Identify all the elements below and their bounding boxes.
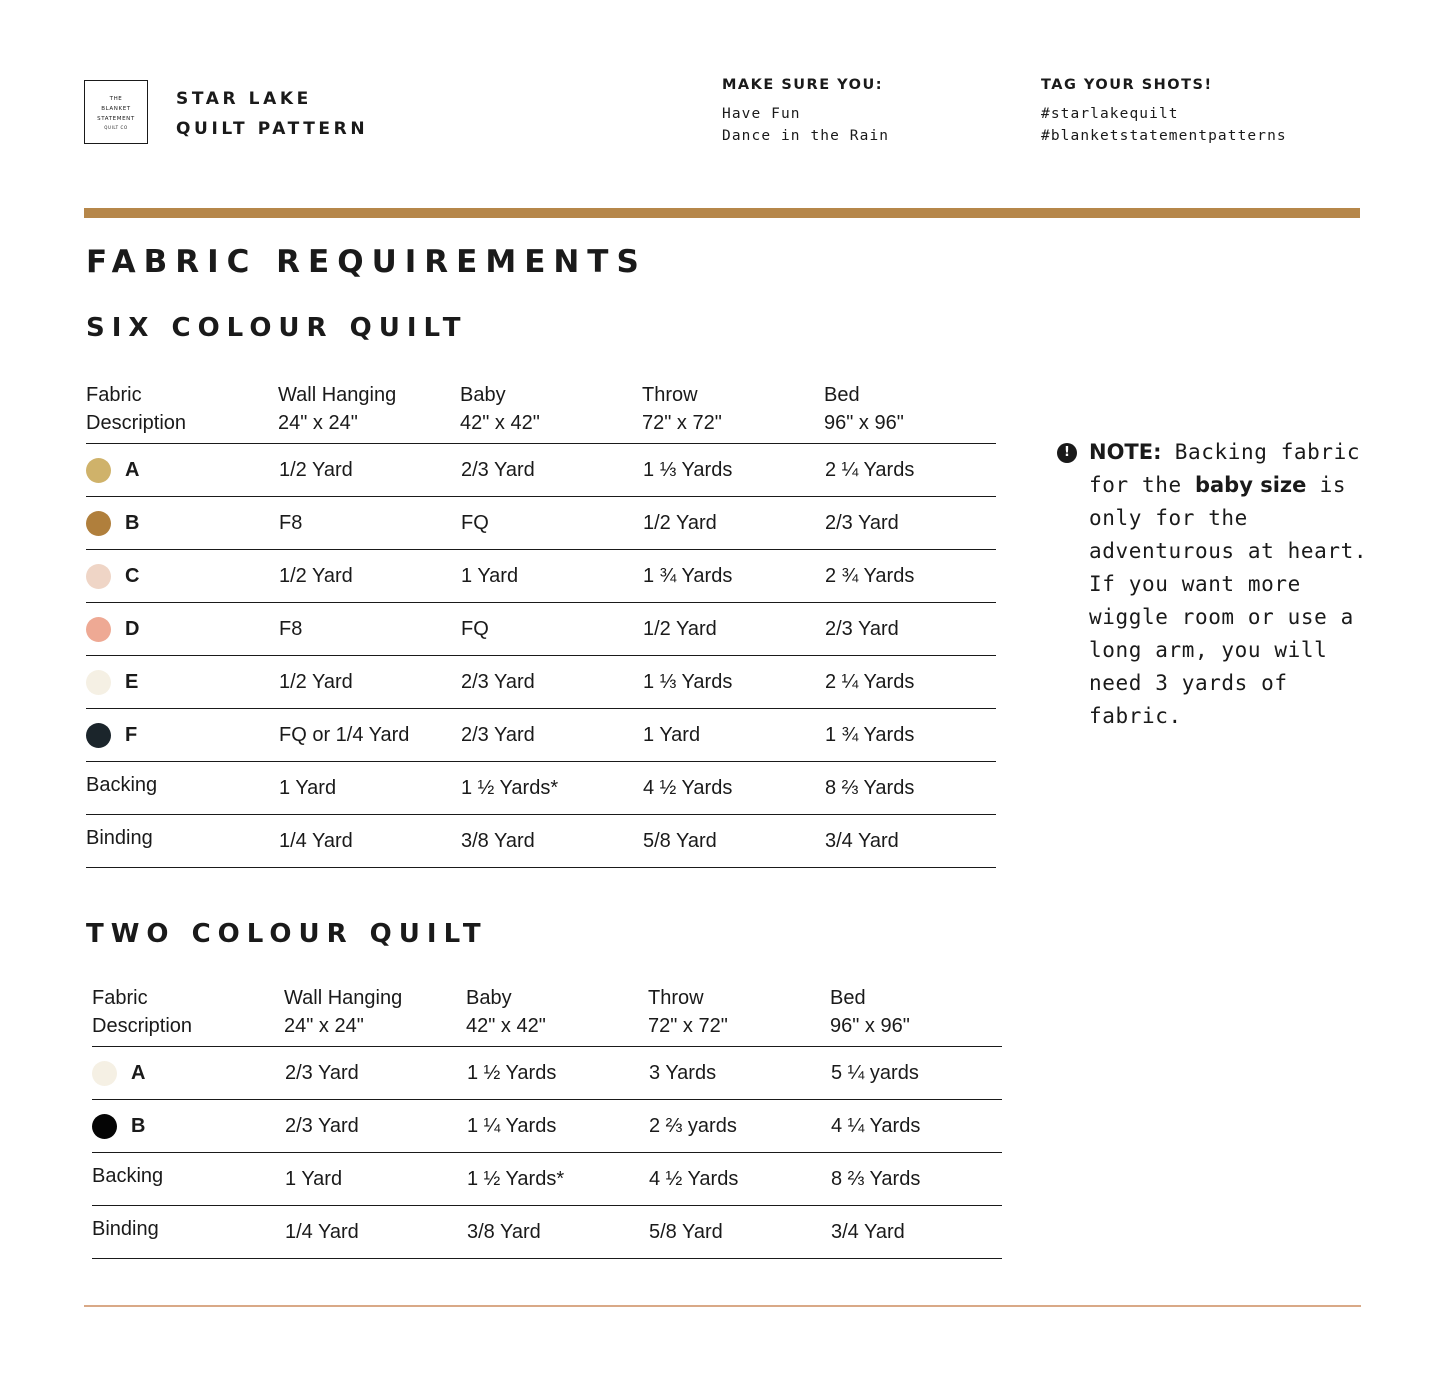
fabric-label: C (125, 565, 140, 587)
cell-throw: 1 ⅓ Yards (643, 459, 733, 481)
cell-wall: 1 Yard (285, 1168, 343, 1190)
fabric-label: A (131, 1062, 146, 1084)
col-fabric-description: Fabric Description (92, 987, 193, 1037)
six-colour-table (86, 381, 996, 868)
note-text-part1: Backing fabric for the (1089, 440, 1361, 497)
pattern-title-line2: QUILT PATTERN (176, 119, 369, 139)
table-row (86, 497, 996, 550)
table-header (86, 381, 996, 444)
col-bed: Bed 96" x 96" (830, 987, 910, 1037)
make-sure-line2: Dance in the Rain (722, 128, 890, 144)
cell-bed: 5 ¼ yards (831, 1062, 919, 1084)
col-fabric-description: Fabric Description (86, 384, 187, 434)
cell-bed: 8 ⅔ Yards (831, 1168, 921, 1190)
cell-baby: 1 ¼ Yards (467, 1115, 557, 1137)
make-sure-line1: Have Fun (722, 106, 801, 122)
cell-throw: 4 ½ Yards (643, 777, 733, 799)
cell-bed: 4 ¼ Yards (831, 1115, 921, 1137)
logo (84, 80, 148, 144)
logo-line: THE (109, 95, 123, 102)
cell-wall: 2/3 Yard (285, 1062, 359, 1084)
cell-bed: 1 ¾ Yards (825, 724, 915, 746)
swatch-e (86, 670, 111, 695)
table-row (86, 656, 996, 709)
cell-baby: 2/3 Yard (461, 724, 535, 746)
fabric-label: B (125, 512, 140, 534)
header-divider (84, 208, 1360, 218)
cell-baby: 3/8 Yard (461, 830, 535, 852)
table-row-backing (86, 762, 996, 815)
cell-bed: 2 ¼ Yards (825, 671, 915, 693)
col-wall-hanging: Wall Hanging 24" x 24" (278, 384, 397, 434)
logo-line: BLANKET (101, 105, 131, 112)
cell-baby: 2/3 Yard (461, 671, 535, 693)
cell-wall: F8 (279, 618, 303, 640)
fabric-label: A (125, 459, 140, 481)
swatch-c (86, 564, 111, 589)
cell-baby: 1 ½ Yards* (467, 1168, 565, 1190)
col-throw: Throw 72" x 72" (642, 384, 722, 434)
cell-throw: 1 ¾ Yards (643, 565, 733, 587)
fabric-label: E (125, 671, 139, 693)
table-header (92, 984, 1002, 1047)
col-bed: Bed 96" x 96" (824, 384, 904, 434)
cell-bed: 3/4 Yard (831, 1221, 905, 1243)
col-throw: Throw 72" x 72" (648, 987, 728, 1037)
two-colour-table (92, 984, 1002, 1259)
cell-wall: 1/2 Yard (279, 671, 353, 693)
hashtag-blanketstatementpatterns: #blanketstatementpatterns (1041, 128, 1287, 144)
swatch-f (86, 723, 111, 748)
table-row (92, 1047, 1002, 1100)
page-title: FABRIC REQUIREMENTS (86, 244, 647, 280)
table-row-backing (92, 1153, 1002, 1206)
table-row (92, 1100, 1002, 1153)
table-row (86, 603, 996, 656)
table-row (86, 550, 996, 603)
cell-baby: FQ (461, 618, 489, 640)
two-colour-title: TWO COLOUR QUILT (86, 919, 488, 949)
fabric-label: F (125, 724, 138, 746)
pattern-title-line1: STAR LAKE (176, 89, 312, 109)
note-bold: baby size (1194, 473, 1307, 497)
cell-throw: 4 ½ Yards (649, 1168, 739, 1190)
cell-bed: 2 ¼ Yards (825, 459, 915, 481)
cell-throw: 1 Yard (643, 724, 701, 746)
cell-wall: 1/2 Yard (279, 565, 353, 587)
cell-baby: 1 ½ Yards (467, 1062, 557, 1084)
table-row-binding (92, 1206, 1002, 1259)
make-sure-label: MAKE SURE YOU: (722, 77, 884, 93)
cell-baby: 1 Yard (461, 565, 519, 587)
cell-wall: 1 Yard (279, 777, 337, 799)
footer-divider (84, 1305, 1361, 1307)
cell-bed: 2/3 Yard (825, 512, 899, 534)
backing-label: Backing (86, 774, 158, 796)
cell-bed: 2/3 Yard (825, 618, 899, 640)
table-row (86, 444, 996, 497)
cell-throw: 5/8 Yard (649, 1221, 723, 1243)
note-text (1089, 436, 1379, 733)
swatch-a (86, 458, 111, 483)
col-wall-hanging: Wall Hanging 24" x 24" (284, 987, 403, 1037)
col-baby: Baby 42" x 42" (460, 384, 540, 434)
note-label: NOTE: (1089, 440, 1162, 464)
cell-throw: 1 ⅓ Yards (643, 671, 733, 693)
cell-baby: 2/3 Yard (461, 459, 535, 481)
logo-line: QUILT CO (104, 124, 128, 130)
cell-throw: 1/2 Yard (643, 512, 717, 534)
table-row (86, 709, 996, 762)
swatch-a (92, 1061, 117, 1086)
tag-label: TAG YOUR SHOTS! (1041, 77, 1213, 93)
cell-bed: 2 ¾ Yards (825, 565, 915, 587)
swatch-b (92, 1114, 117, 1139)
binding-label: Binding (86, 827, 153, 849)
cell-wall: 2/3 Yard (285, 1115, 359, 1137)
cell-wall: 1/4 Yard (279, 830, 353, 852)
table-row-binding (86, 815, 996, 868)
logo-line: STATEMENT (97, 115, 135, 122)
swatch-b (86, 511, 111, 536)
cell-wall: 1/4 Yard (285, 1221, 359, 1243)
exclamation-circle-icon: ! (1057, 443, 1077, 463)
cell-baby: 1 ½ Yards* (461, 777, 559, 799)
col-baby: Baby 42" x 42" (466, 987, 546, 1037)
cell-bed: 8 ⅔ Yards (825, 777, 915, 799)
six-colour-title: SIX COLOUR QUILT (86, 313, 468, 343)
cell-throw: 1/2 Yard (643, 618, 717, 640)
binding-label: Binding (92, 1218, 159, 1240)
cell-throw: 3 Yards (649, 1062, 717, 1084)
swatch-d (86, 617, 111, 642)
cell-wall: FQ or 1/4 Yard (279, 724, 410, 746)
note-text-part2: is only for the adventurous at heart. If you want more wiggle room or use a long arm, you will need 3 yards of fabric. (1089, 473, 1368, 728)
cell-wall: F8 (279, 512, 303, 534)
cell-baby: FQ (461, 512, 489, 534)
cell-bed: 3/4 Yard (825, 830, 899, 852)
cell-baby: 3/8 Yard (467, 1221, 541, 1243)
cell-throw: 5/8 Yard (643, 830, 717, 852)
fabric-label: B (131, 1115, 146, 1137)
backing-label: Backing (92, 1165, 164, 1187)
cell-throw: 2 ⅔ yards (649, 1115, 737, 1137)
cell-wall: 1/2 Yard (279, 459, 353, 481)
hashtag-starlakequilt: #starlakequilt (1041, 106, 1179, 122)
fabric-label: D (125, 618, 140, 640)
